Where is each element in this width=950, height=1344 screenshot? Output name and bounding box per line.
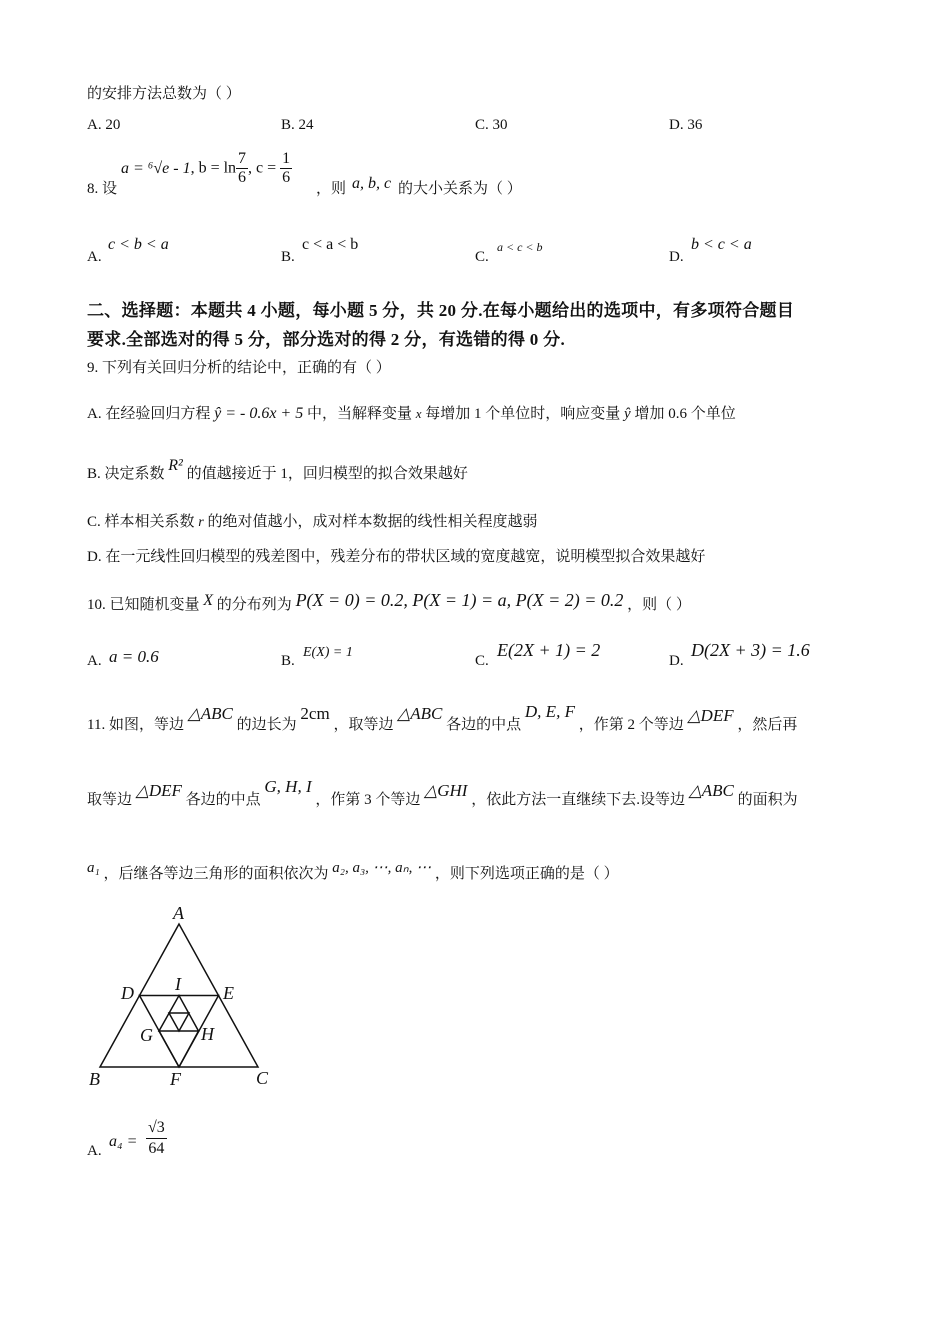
q8-c-fraction: $\frac{1}{6}$ <box>282 150 291 186</box>
q9-option-c <box>87 510 537 531</box>
fold-line-gf <box>159 1031 179 1067</box>
q11-tri-def: △DEF <box>687 706 734 725</box>
q11-line3 <box>87 862 619 883</box>
q11-tri-abc: △ABC <box>187 704 233 723</box>
q11-option-a-lhs: a₄ = <box>109 1133 138 1150</box>
q9-a-tail: 增加 0.6 个单位 <box>634 406 736 422</box>
q7-option-b: B. 24 <box>281 117 314 133</box>
q10-mid: 的分布列为 <box>216 597 292 613</box>
vertex-label-d: D <box>121 983 134 1003</box>
q8-option-b-expr: c < a < b <box>302 236 359 253</box>
q11-l2-mid: 各边的中点 <box>185 792 261 808</box>
q11-option-a-den: 64 <box>148 1140 165 1157</box>
q7-option-c: C. 30 <box>475 117 508 133</box>
q8-option-a-expr: c < b < a <box>108 236 169 253</box>
q9-a-equation: ŷ = - 0.6x + 5 <box>214 405 304 422</box>
vertex-label-h: H <box>201 1024 214 1044</box>
vertex-label-b: B <box>89 1069 100 1089</box>
vertex-label-a: A <box>173 903 184 923</box>
q10-option-a-label: A. <box>87 653 102 669</box>
q9-a-mid: 中，当解释变量 <box>306 406 412 422</box>
q8-option-c-label: C. <box>475 249 489 265</box>
q10-stem <box>87 590 691 614</box>
q8-given-b-prefix: , b = ln <box>190 159 237 177</box>
triangle-inner <box>169 1013 189 1031</box>
q11-option-a-fraction <box>146 1118 167 1159</box>
q11-l1-mid2: ，取等边 <box>333 717 394 733</box>
q7-stem-tail: 的安排方法总数为（ ） <box>87 86 241 102</box>
q9-a-prefix: A. 在经验回归方程 <box>87 406 211 422</box>
q11-l1-mid4: ，作第 2 个等边 <box>578 717 684 733</box>
q11-triangle-figure <box>80 900 280 1092</box>
q8-vars: a, b, c <box>352 175 392 192</box>
q9-c-prefix: C. 样本相关系数 <box>87 514 195 530</box>
q11-sequence: a₂, a₃, ⋯, aₙ, ⋯ <box>332 860 432 876</box>
q9-option-b <box>87 457 468 483</box>
vertex-label-f: F <box>170 1069 181 1089</box>
q9-b-tail: 的值越接近于 1，回归模型的拟合效果越好 <box>186 466 468 482</box>
q9-a-response: ŷ <box>624 406 631 422</box>
q11-l1-tail: ，然后再 <box>737 717 798 733</box>
q9-c-tail: 的绝对值越小，成对样本数据的线性相关程度越弱 <box>207 514 538 530</box>
q11-a1: a₁ <box>87 860 100 876</box>
q11-pts-ghi: G, H, I <box>264 777 312 796</box>
q10-option-c-expr: E(2X + 1) = 2 <box>497 640 601 660</box>
q8-given-a: a = ⁶√e - 1 <box>121 159 191 177</box>
q11-l3-tail: ，则下列选项正确的是（ ） <box>434 866 619 882</box>
q10-prefix: 10. 已知随机变量 <box>87 597 200 613</box>
q10-option-a-expr: a = 0.6 <box>109 647 159 666</box>
q9-stem: 9. 下列有关回归分析的结论中，正确的有（ ） <box>87 360 391 376</box>
q10-distribution: P(X = 0) = 0.2, P(X = 1) = a, P(X = 2) = 0.2 <box>295 590 624 610</box>
q11-l2-mid3: ，依此方法一直继续下去.设等边 <box>471 792 685 808</box>
vertex-label-c: C <box>256 1068 269 1088</box>
q8-option-d-label: D. <box>669 249 684 265</box>
q9-b-var: R² <box>168 457 183 474</box>
q11-l1-mid: 的边长为 <box>236 717 297 733</box>
q11-pts-def: D, E, F <box>524 702 575 721</box>
q8-b-fraction: $\frac{7}{6}$ <box>238 150 247 186</box>
q8-given-c-prefix: , c = <box>248 159 281 177</box>
q11-l1-mid3: 各边的中点 <box>446 717 522 733</box>
vertex-label-g: G <box>140 1025 153 1045</box>
q9-a-mid2: 每增加 1 个单位时，响应变量 <box>425 406 621 422</box>
q8-given <box>121 150 292 187</box>
fold-line-hf <box>179 1031 199 1067</box>
q11-line1 <box>87 702 798 734</box>
q11-option-a-label: A. <box>87 1143 102 1159</box>
q9-a-var: x <box>415 406 422 421</box>
q9-option-a <box>87 402 736 423</box>
q11-l2-tail: 的面积为 <box>737 792 798 808</box>
q11-l2-mid2: ，作第 3 个等边 <box>315 792 421 808</box>
q8-stem-mid: ，则 <box>316 181 347 197</box>
section2-heading-line1: 二、选择题：本题共 4 小题，每小题 5 分，共 20 分.在每小题给出的选项中，有多项符合题目 <box>87 301 795 320</box>
q10-tail: ，则（ ） <box>627 597 691 613</box>
q11-tri-abc-3: △ABC <box>688 781 734 800</box>
vertex-label-e: E <box>223 983 234 1003</box>
q8-stem-tail: 的大小关系为（ ） <box>398 181 522 197</box>
q8-option-c-expr: a < c < b <box>497 240 543 254</box>
q8-option-b-label: B. <box>281 249 295 265</box>
q9-option-d: D. 在一元线性回归模型的残差图中，残差分布的带状区域的宽度越宽，说明模型拟合效果越好 <box>87 549 706 565</box>
q11-tri-abc-2: △ABC <box>397 704 443 723</box>
q11-l3-mid: ，后继各等边三角形的面积依次为 <box>103 866 329 882</box>
q7-option-a: A. 20 <box>87 117 121 133</box>
vertex-label-i: I <box>175 974 181 994</box>
q10-option-b-label: B. <box>281 653 295 669</box>
q10-option-b-expr: E(X) = 1 <box>303 645 353 660</box>
q8-option-d-expr: b < c < a <box>691 236 752 253</box>
q9-b-prefix: B. 决定系数 <box>87 466 165 482</box>
q10-option-d-label: D. <box>669 653 684 669</box>
q7-option-d: D. 36 <box>669 117 703 133</box>
q8-number: 8. 设 <box>87 181 118 197</box>
q10-option-d-expr: D(2X + 3) = 1.6 <box>691 640 810 660</box>
q8-option-a-label: A. <box>87 249 102 265</box>
q10-option-c-label: C. <box>475 653 489 669</box>
q11-option-a-num: √3 <box>146 1118 167 1139</box>
q9-c-var: r <box>198 515 204 530</box>
q11-tri-ghi: △GHI <box>424 781 468 800</box>
q11-l1-prefix: 11. 如图，等边 <box>87 717 184 733</box>
q11-line2 <box>87 777 798 809</box>
q11-l2-prefix: 取等边 <box>87 792 133 808</box>
q10-var: X <box>203 592 214 609</box>
section2-heading-line2: 要求.全部选对的得 5 分，部分选对的得 2 分，有选错的得 0 分. <box>87 330 565 349</box>
q11-side: 2cm <box>300 704 330 723</box>
q11-tri-def-2: △DEF <box>135 781 182 800</box>
